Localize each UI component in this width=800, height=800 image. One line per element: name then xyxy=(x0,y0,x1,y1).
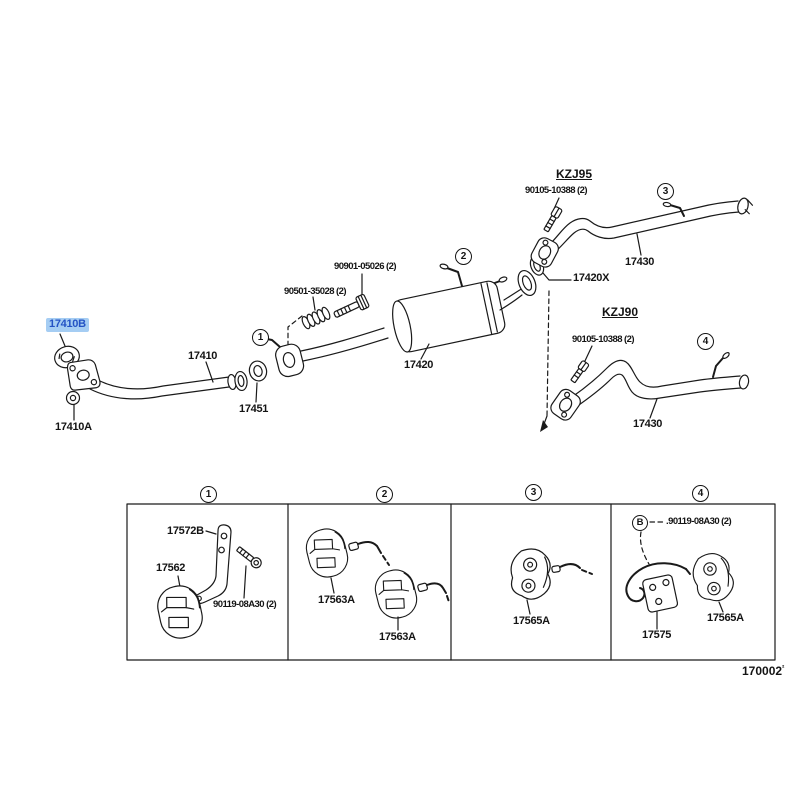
table-col3-drawing xyxy=(506,546,592,614)
part-label-17430-kzj90[interactable]: 17430 xyxy=(633,418,663,430)
part-label-17430-kzj95[interactable]: 17430 xyxy=(625,256,655,268)
part-label-90105-10388-kzj95[interactable]: 90105-10388 (2) xyxy=(525,185,587,196)
part-label-17562[interactable]: 17562 xyxy=(156,562,186,574)
callout-2-main: 2 xyxy=(455,248,472,265)
table-header-callout-2: 2 xyxy=(376,486,393,503)
table-header-callout-3: 3 xyxy=(525,484,542,501)
part-label-17565a-col3[interactable]: 17565A xyxy=(513,615,550,627)
part-label-17410[interactable]: 17410 xyxy=(188,350,218,362)
part-label-17575[interactable]: 17575 xyxy=(642,629,672,641)
part-label-90901-05026[interactable]: 90901-05026 (2) xyxy=(334,261,396,272)
table-header-callout-4: 4 xyxy=(692,485,709,502)
figure-code-number: 170002 xyxy=(742,664,783,678)
figure-code-superscript: ² xyxy=(782,665,785,672)
variant-header-kzj95: KZJ95 xyxy=(556,167,593,181)
callout-1-main: 1 xyxy=(252,329,269,346)
part-label-90105-10388-kzj90[interactable]: 90105-10388 (2) xyxy=(572,334,634,345)
figure-code xyxy=(742,664,784,678)
part-label-17572b[interactable]: 17572B xyxy=(167,525,204,537)
part-label-17420x[interactable]: 17420X xyxy=(573,272,610,284)
part-label-90119-08a30-col4[interactable]: .90119-08A30 (2) xyxy=(666,516,732,527)
kzj90-tailpipe-drawing xyxy=(540,291,750,432)
part-label-17451[interactable]: 17451 xyxy=(239,403,269,415)
part-label-17563a-top[interactable]: 17563A xyxy=(318,594,355,606)
part-label-90501-35028[interactable]: 90501-35028 (2) xyxy=(284,286,346,297)
part-label-17420[interactable]: 17420 xyxy=(404,359,434,371)
table-col2-drawing xyxy=(302,525,449,630)
front-pipe-drawing xyxy=(52,334,269,420)
table-col1-drawing xyxy=(154,525,263,642)
callout-3-main: 3 xyxy=(657,183,674,200)
table-header-callout-1: 1 xyxy=(200,486,217,503)
spring-bolt-drawing xyxy=(301,274,370,330)
part-label-17565a-col4[interactable]: 17565A xyxy=(707,612,744,624)
callout-b: B xyxy=(632,515,648,531)
part-label-17410b-selected[interactable]: 17410B xyxy=(46,318,89,332)
variant-header-kzj90: KZJ90 xyxy=(602,305,639,319)
part-label-90119-08a30-col1[interactable]: 90119-08A30 (2) xyxy=(213,599,277,610)
part-label-17563a-bottom[interactable]: 17563A xyxy=(379,631,416,643)
callout-4-main: 4 xyxy=(697,333,714,350)
part-label-17410a[interactable]: 17410A xyxy=(55,421,92,433)
